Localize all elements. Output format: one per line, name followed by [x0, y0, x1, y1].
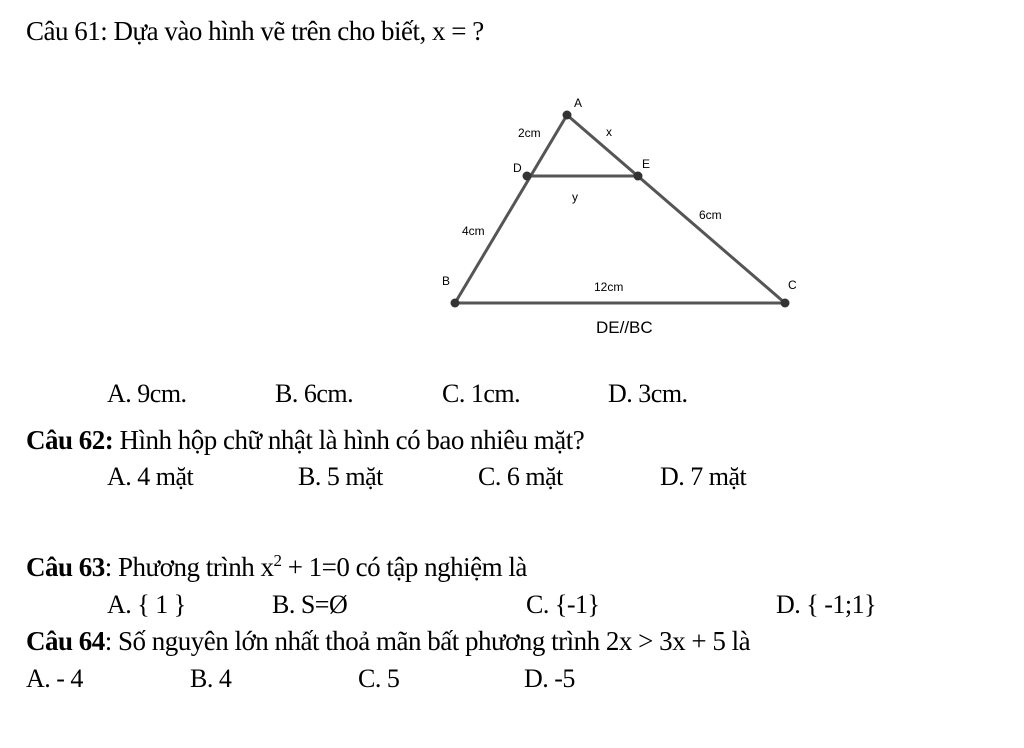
q61-option-b: B. 6cm. [275, 379, 354, 408]
question-61 [26, 18, 484, 45]
question-61-text: Dựa vào hình vẽ trên cho biết, x = ? [107, 16, 484, 46]
label-ad: 2cm [518, 126, 541, 140]
q62-option-a: A. 4 mặt [107, 462, 194, 491]
label-ae: x [606, 125, 612, 139]
label-de: y [572, 190, 578, 204]
q63-option-a: A. { 1 } [107, 590, 186, 619]
point-a-dot [563, 111, 572, 120]
question-63-text-before: : Phương trình x [104, 552, 274, 582]
q64-option-c: C. 5 [358, 664, 400, 693]
question-63-text-after: + 1=0 có tập nghiệm là [281, 552, 527, 582]
figure-caption: DE//BC [596, 318, 653, 337]
question-62-label: Câu 62: [26, 425, 114, 455]
triangle-figure [420, 85, 820, 350]
question-62 [26, 427, 584, 454]
label-ec: 6cm [699, 208, 722, 222]
q64-option-a: A. - 4 [26, 664, 83, 693]
point-d-label: D [513, 161, 522, 175]
question-64-label: Câu 64 [26, 626, 105, 656]
segment-ac [567, 115, 785, 303]
q62-option-c: C. 6 mặt [478, 462, 563, 491]
point-c-label: C [788, 278, 797, 292]
q63-option-b: B. S=Ø [272, 590, 348, 619]
point-c-dot [781, 299, 790, 308]
question-63-exponent: 2 [273, 551, 282, 570]
label-bc: 12cm [594, 280, 624, 294]
point-a-label: A [574, 96, 583, 110]
q62-option-b: B. 5 mặt [298, 462, 383, 491]
question-63 [26, 551, 527, 582]
q61-option-a: A. 9cm. [107, 379, 187, 408]
point-b-label: B [442, 274, 451, 288]
label-db: 4cm [462, 224, 485, 238]
q61-option-c: C. 1cm. [442, 379, 521, 408]
point-e-label: E [642, 157, 651, 171]
q61-option-d: D. 3cm. [608, 379, 688, 408]
q62-option-d: D. 7 mặt [660, 462, 747, 491]
question-63-label: Câu 63 [26, 552, 105, 582]
point-d-dot [523, 172, 532, 181]
q63-option-d: D. { -1;1} [776, 590, 877, 619]
question-64 [26, 628, 750, 655]
q63-option-c: C. {-1} [526, 590, 600, 619]
question-61-label: Câu 61: [26, 16, 108, 46]
point-e-dot [634, 172, 643, 181]
q64-option-b: B. 4 [190, 664, 232, 693]
point-b-dot [451, 299, 460, 308]
segment-ab [455, 115, 567, 303]
question-62-text: Hình hộp chữ nhật là hình có bao nhiêu mặt? [113, 425, 585, 455]
q64-option-d: D. -5 [524, 664, 575, 693]
question-64-text: : Số nguyên lớn nhất thoả mãn bất phương trình 2x > 3x + 5 là [104, 626, 751, 656]
